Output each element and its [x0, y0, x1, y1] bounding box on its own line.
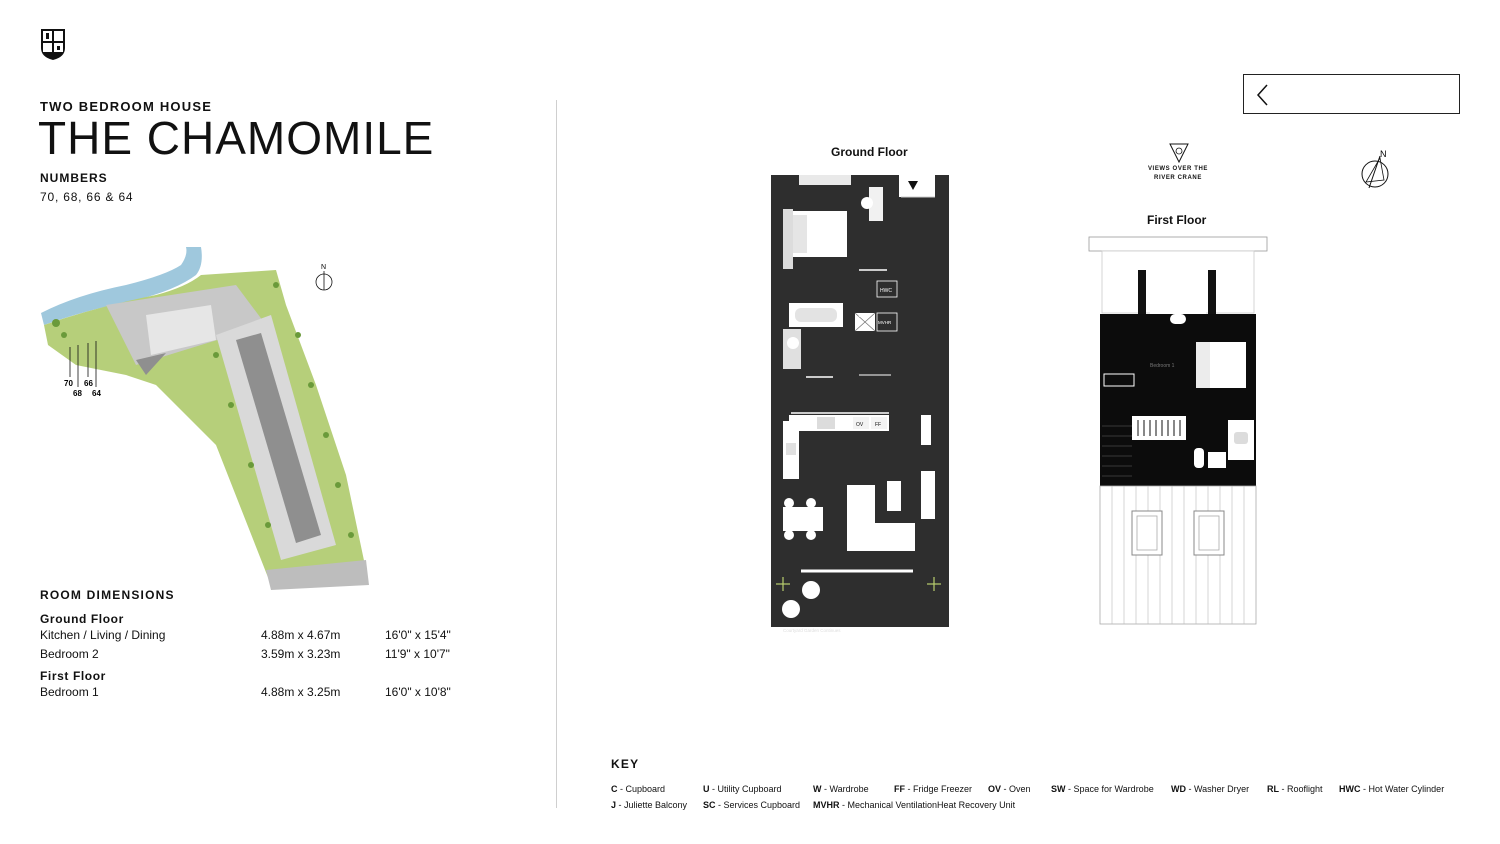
- site-plan-map: [36, 245, 376, 590]
- key-item: [894, 784, 972, 794]
- hwc-tag: HWC: [880, 288, 892, 294]
- room-imperial: 16'0" x 15'4": [385, 628, 451, 642]
- key-item: [611, 784, 665, 794]
- compass-icon: [1358, 148, 1392, 190]
- plot-label: 66: [84, 379, 93, 388]
- ground-floor-plan-title: Ground Floor: [831, 145, 908, 159]
- key-item: [1267, 784, 1323, 794]
- first-floor-plan: [1088, 236, 1268, 626]
- room-imperial: 11'9" x 10'7": [385, 647, 450, 661]
- bedroom-1-tag: Bedroom 1: [1150, 363, 1175, 369]
- key-item: [611, 800, 687, 810]
- key-desc: - Mechanical VentilationHeat Recovery Unit: [839, 800, 1016, 810]
- key-item: [813, 800, 1015, 810]
- room-metric: 4.88m x 3.25m: [261, 685, 341, 699]
- mvhr-tag: MVHR: [878, 320, 892, 325]
- ff-tag: FF: [875, 422, 882, 428]
- key-item: [813, 784, 869, 794]
- key-code: SC: [703, 800, 716, 810]
- key-item: [703, 800, 800, 810]
- key-item: [1339, 784, 1444, 794]
- key-desc: - Cupboard: [617, 784, 666, 794]
- room-imperial: 16'0" x 10'8": [385, 685, 451, 699]
- key-item: [988, 784, 1031, 794]
- plot-label: 70: [64, 379, 73, 388]
- room-name: Kitchen / Living / Dining: [40, 628, 166, 642]
- view-direction-icon: [1168, 143, 1190, 163]
- key-desc: - Oven: [1001, 784, 1031, 794]
- key-desc: - Fridge Freezer: [905, 784, 973, 794]
- wd-tag: WD: [858, 313, 867, 319]
- key-desc: - Wardrobe: [821, 784, 869, 794]
- key-code: U: [703, 784, 710, 794]
- key-code: C: [611, 784, 618, 794]
- key-item: [703, 784, 782, 794]
- page-title: THE CHAMOMILE: [38, 112, 435, 164]
- dimension-row: [40, 685, 480, 701]
- views-caption-line: RIVER CRANE: [1154, 175, 1202, 181]
- views-caption: [1140, 165, 1216, 183]
- column-divider: [556, 100, 557, 808]
- key-item: [1171, 784, 1249, 794]
- key-code: FF: [894, 784, 905, 794]
- back-button[interactable]: [1243, 74, 1460, 114]
- room-name: Bedroom 1: [40, 685, 99, 699]
- ov-tag: OV: [856, 422, 864, 428]
- numbers-value: 70, 68, 66 & 64: [40, 190, 134, 204]
- compass-north-label: N: [1380, 149, 1387, 159]
- dimension-row: [40, 628, 480, 644]
- numbers-label: NUMBERS: [40, 171, 108, 185]
- key-code: SW: [1051, 784, 1066, 794]
- key-code: W: [813, 784, 822, 794]
- room-metric: 4.88m x 4.67m: [261, 628, 341, 642]
- chevron-left-icon: [1256, 84, 1270, 106]
- first-floor-label: First Floor: [40, 669, 106, 683]
- key-code: J: [611, 800, 617, 810]
- north-label: N: [321, 264, 327, 271]
- house-type: TWO BEDROOM HOUSE: [40, 99, 213, 114]
- key-code: RL: [1267, 784, 1279, 794]
- key-desc: - Utility Cupboard: [709, 784, 782, 794]
- room-dimensions-heading: ROOM DIMENSIONS: [40, 588, 175, 602]
- key-desc: - Space for Wardrobe: [1065, 784, 1154, 794]
- key-code: HWC: [1339, 784, 1361, 794]
- key-desc: - Hot Water Cylinder: [1360, 784, 1445, 794]
- key-code: MVHR: [813, 800, 840, 810]
- views-caption-line: VIEWS OVER THE: [1147, 166, 1209, 172]
- north-arrow-icon: [316, 264, 332, 290]
- plot-label: 64: [92, 389, 101, 398]
- room-name: Bedroom 2: [40, 647, 99, 661]
- ground-floor-plan: [771, 175, 949, 635]
- key-desc: - Juliette Balcony: [616, 800, 688, 810]
- plot-label: 68: [73, 389, 82, 398]
- key-desc: - Rooflight: [1279, 784, 1323, 794]
- ground-floor-label: Ground Floor: [40, 612, 124, 626]
- shield-logo-icon: [40, 28, 66, 61]
- key-code: WD: [1171, 784, 1186, 794]
- garden-note: Courtyard Garden Continues: [783, 628, 841, 633]
- key-desc: - Washer Dryer: [1186, 784, 1250, 794]
- room-metric: 3.59m x 3.23m: [261, 647, 341, 661]
- first-floor-plan-title: First Floor: [1147, 213, 1207, 227]
- key-item: [1051, 784, 1154, 794]
- key-code: OV: [988, 784, 1002, 794]
- key-desc: - Services Cupboard: [715, 800, 801, 810]
- key-heading: KEY: [611, 757, 640, 771]
- dimension-row: [40, 647, 480, 663]
